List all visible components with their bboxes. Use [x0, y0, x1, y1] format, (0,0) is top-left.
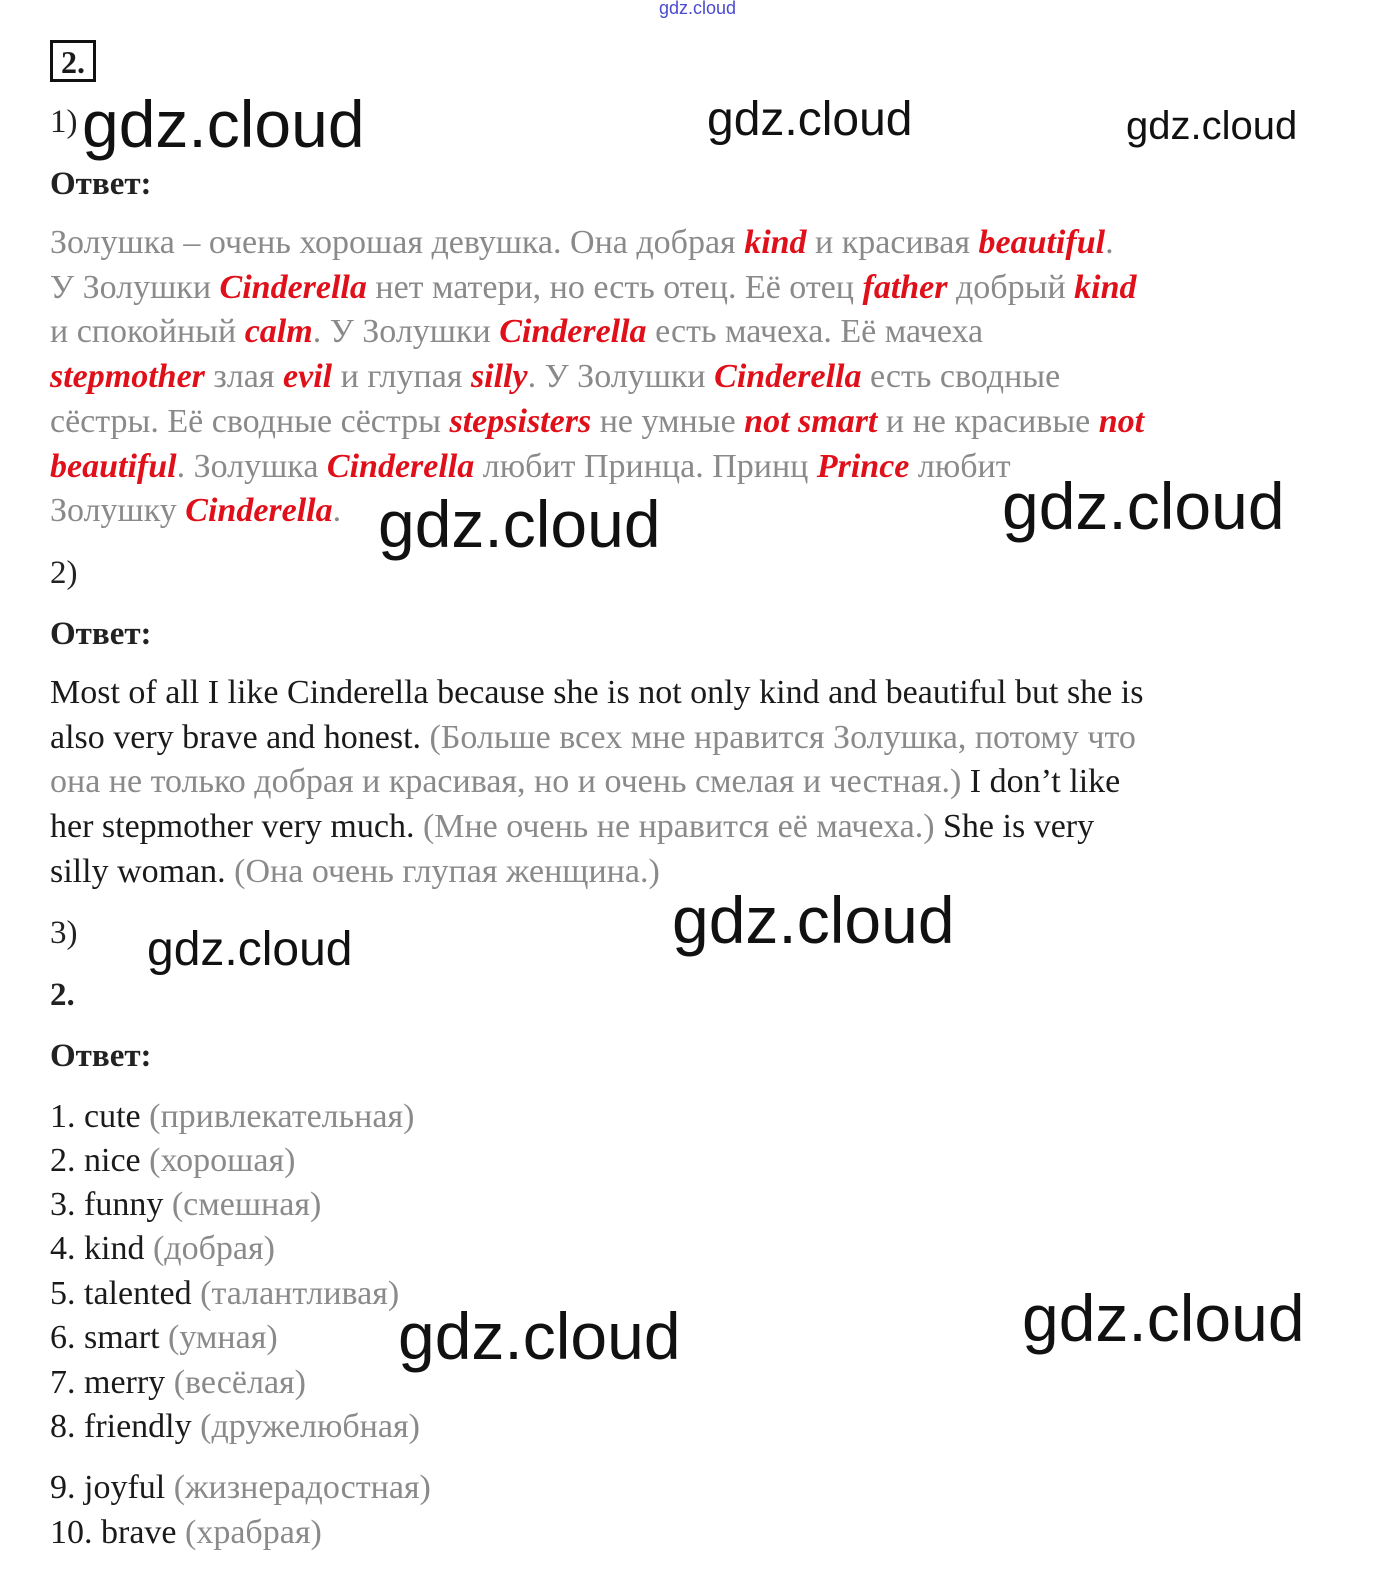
highlighted-word: not smart: [744, 402, 878, 440]
text-segment: любит Принца. Принц: [474, 447, 817, 485]
watermark: gdz.cloud: [378, 487, 661, 561]
text-segment: и глупая: [332, 358, 471, 396]
text-segment: (Больше всех мне нравится Золушка, потому что: [429, 718, 1136, 756]
adjective-en: 6. smart: [50, 1319, 169, 1356]
watermark: gdz.cloud: [1126, 104, 1298, 148]
adjective-en: 9. joyful: [50, 1469, 174, 1506]
top-watermark: gdz.cloud: [658, 0, 737, 18]
text-segment: любит: [909, 447, 1011, 485]
highlighted-word: Cinderella: [326, 447, 475, 485]
highlighted-word: not: [1098, 402, 1145, 440]
exercise-number: 2.: [50, 40, 96, 82]
highlighted-word: father: [862, 268, 948, 306]
part3-label: 3): [50, 915, 78, 951]
adjective-en: 4. kind: [50, 1230, 153, 1267]
highlighted-word: Cinderella: [499, 313, 647, 351]
watermark: gdz.cloud: [672, 883, 955, 957]
list-item: [50, 1514, 322, 1552]
text-segment: есть мачеха. Её мачеха: [646, 313, 984, 351]
adjective-ru: (привлекательная): [149, 1098, 415, 1135]
text-segment: . У Золушки: [527, 358, 715, 396]
list-item: [50, 1469, 431, 1507]
highlighted-word: calm: [244, 313, 313, 351]
list-item: [50, 1142, 295, 1180]
text-segment: (Она очень глупая женщина.): [234, 852, 660, 890]
part3-answer-label: Ответ:: [50, 1038, 152, 1074]
text-segment: I don’t like: [969, 763, 1121, 801]
text-line: [50, 448, 1011, 486]
adjective-ru: (весёлая): [173, 1364, 307, 1401]
part2-label: 2): [50, 555, 78, 591]
list-item: [50, 1319, 278, 1357]
text-line: [50, 853, 660, 891]
text-line: [50, 403, 1144, 441]
highlighted-word: evil: [283, 358, 333, 396]
text-segment: сёстры. Её сводные сёстры: [50, 402, 450, 440]
list-item: [50, 1408, 420, 1446]
adjective-ru: (жизнерадостная): [173, 1469, 431, 1506]
list-item: [50, 1275, 399, 1313]
text-line: [50, 224, 1114, 262]
text-segment: her stepmother very much.: [50, 808, 423, 846]
adjective-ru: (талантливая): [200, 1275, 400, 1312]
adjective-en: 10. brave: [50, 1514, 186, 1551]
text-segment: . У Золушки: [312, 313, 500, 351]
text-segment: и спокойный: [50, 313, 245, 351]
text-segment: и красивая: [806, 224, 979, 261]
highlighted-word: stepmother: [50, 358, 205, 396]
text-line: [50, 313, 983, 351]
text-segment: .: [332, 492, 342, 530]
highlighted-word: kind: [744, 224, 807, 261]
adjective-en: 2. nice: [50, 1142, 150, 1179]
text-line: [50, 808, 1094, 846]
highlighted-word: Cinderella: [185, 492, 333, 530]
part1-answer-label: Ответ:: [50, 166, 152, 202]
part2-answer-label: Ответ:: [50, 616, 152, 652]
text-segment: .: [1105, 224, 1114, 261]
adjective-ru: (хорошая): [149, 1142, 296, 1179]
list-item: [50, 1230, 275, 1268]
highlighted-word: beautiful: [978, 224, 1106, 261]
highlighted-word: Cinderella: [714, 358, 862, 396]
adjective-ru: (храбрая): [185, 1514, 322, 1551]
watermark: gdz.cloud: [1022, 1281, 1305, 1355]
text-segment: У Золушки: [50, 268, 220, 306]
text-line: [50, 674, 1143, 712]
adjective-ru: (умная): [168, 1319, 278, 1356]
text-segment: нет матери, но есть отец. Её отец: [366, 268, 863, 306]
list-item: [50, 1186, 321, 1224]
adjective-en: 5. talented: [50, 1275, 201, 1312]
text-segment: добрый: [947, 268, 1075, 306]
adjective-en: 1. cute: [50, 1098, 150, 1135]
text-segment: и не красивые: [877, 402, 1099, 440]
watermark: gdz.cloud: [707, 93, 913, 146]
text-line: [50, 763, 1120, 801]
text-segment: не умные: [591, 402, 745, 440]
highlighted-word: kind: [1074, 268, 1137, 306]
list-item: [50, 1364, 306, 1402]
highlighted-word: Cinderella: [219, 268, 367, 306]
text-segment: (Мне очень не нравится её мачеха.): [422, 808, 944, 846]
text-line: [50, 719, 1136, 757]
text-line: [50, 492, 341, 530]
watermark: gdz.cloud: [398, 1299, 681, 1373]
adjective-ru: (смешная): [171, 1186, 322, 1223]
text-segment: . Золушка: [176, 447, 327, 485]
adjective-en: 8. friendly: [50, 1408, 201, 1445]
highlighted-word: silly: [470, 358, 528, 396]
text-segment: Most of all I like Cinderella because she is not only kind and beautiful but she is: [50, 674, 1144, 711]
text-segment: злая: [204, 358, 284, 396]
text-segment: есть сводные: [861, 358, 1061, 396]
highlighted-word: stepsisters: [449, 402, 592, 440]
text-segment: Золушку: [50, 492, 186, 530]
watermark: gdz.cloud: [1002, 469, 1285, 543]
adjective-en: 7. merry: [50, 1364, 174, 1401]
adjective-ru: (добрая): [152, 1230, 275, 1267]
highlighted-word: beautiful: [50, 447, 177, 485]
watermark: gdz.cloud: [147, 923, 353, 976]
text-segment: Золушка – очень хорошая девушка. Она добрая: [50, 224, 745, 261]
adjective-ru: (дружелюбная): [200, 1408, 420, 1445]
highlighted-word: Prince: [816, 447, 910, 485]
text-segment: also very brave and honest.: [50, 718, 430, 756]
text-segment: silly woman.: [50, 852, 235, 890]
list-item: [50, 1098, 414, 1136]
part1-label: 1): [50, 104, 78, 140]
adjective-en: 3. funny: [50, 1186, 172, 1223]
text-line: [50, 358, 1060, 396]
text-line: [50, 269, 1137, 307]
watermark: gdz.cloud: [82, 87, 365, 161]
part3-sub-label: 2.: [50, 977, 75, 1013]
text-segment: She is very: [943, 808, 1095, 846]
text-segment: она не только добрая и красивая, но и очень смелая и честная.): [50, 763, 970, 801]
